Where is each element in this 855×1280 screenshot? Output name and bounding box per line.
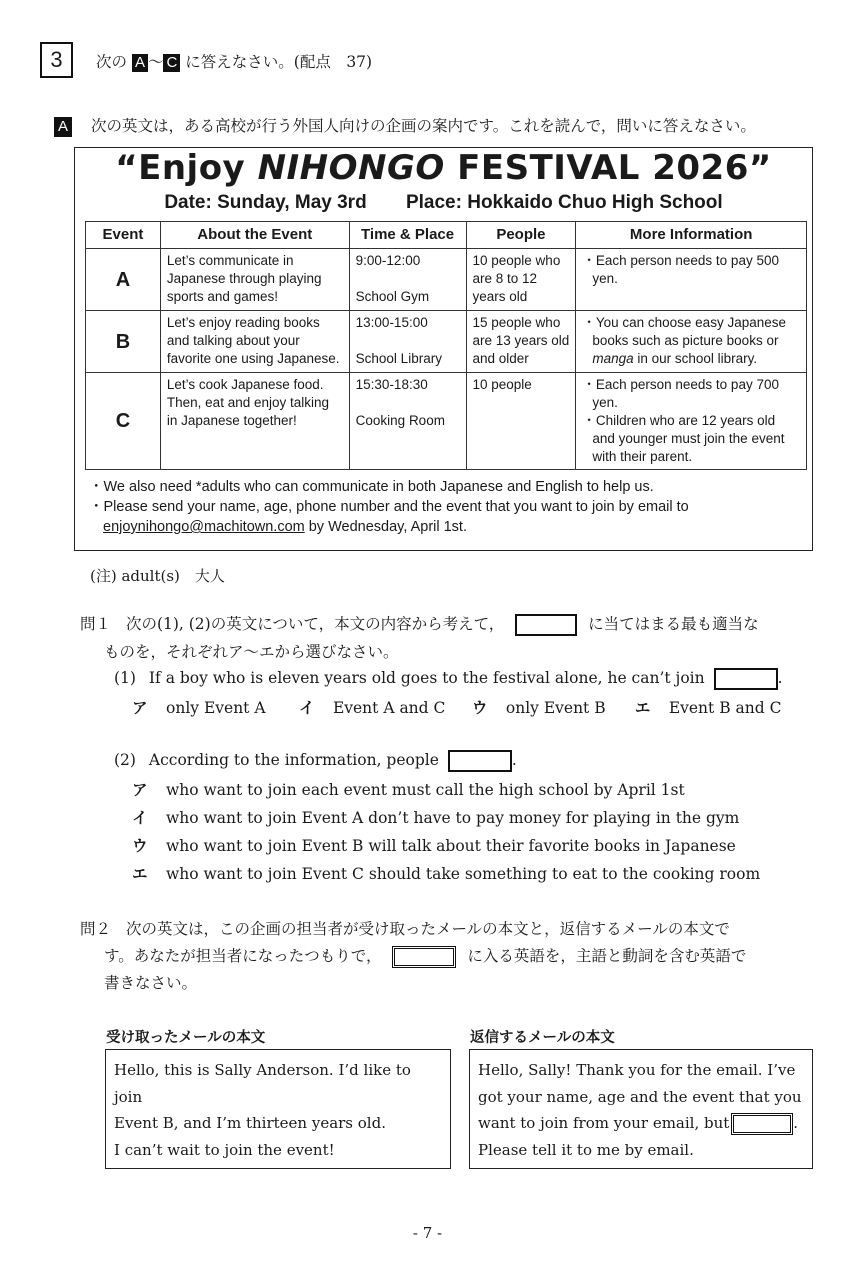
tag-c: C bbox=[163, 54, 180, 72]
received-line: I can’t wait to join the event! bbox=[114, 1140, 335, 1159]
sub1-period: . bbox=[777, 669, 783, 687]
received-line: Event B, and I’m thirteen years old. bbox=[114, 1114, 386, 1132]
event-b-info-pre: ・You can choose easy Japanese books such as picture books or bbox=[582, 315, 786, 348]
event-c-info bbox=[576, 373, 807, 470]
event-b-name: B bbox=[86, 311, 161, 373]
title-post: FESTIVAL 2026” bbox=[444, 148, 772, 188]
header-suffix: に答えなさい。(配点 37) bbox=[185, 53, 373, 71]
table-header-row bbox=[86, 222, 807, 249]
section-a-tag: A bbox=[54, 117, 72, 137]
event-b-info bbox=[576, 311, 807, 373]
reply-line: want to join from your email, but bbox=[478, 1114, 730, 1132]
event-a-about: Let’s communicate in Japanese through playing sports and games! bbox=[160, 249, 349, 311]
choice-e-text: Event B and C bbox=[668, 699, 782, 717]
event-b-people: 15 people who are 13 years old and older bbox=[466, 311, 576, 373]
question-header bbox=[96, 50, 372, 72]
reply-line: Please tell it to me by email. bbox=[478, 1140, 694, 1159]
event-a-time-place bbox=[349, 249, 466, 311]
event-c-name: C bbox=[86, 373, 161, 470]
sub2-choice-i bbox=[132, 806, 739, 828]
sub1-choices bbox=[132, 696, 781, 718]
col-time-place: Time & Place bbox=[349, 222, 466, 249]
reply-line: Hello, Sally! Thank you for the email. I’ve bbox=[478, 1061, 796, 1079]
note-email-line bbox=[89, 517, 689, 537]
note-adults: ・We also need *adults who can communicate in both Japanese and English to help us. bbox=[89, 479, 654, 495]
table-row bbox=[86, 311, 807, 373]
festival-flyer bbox=[74, 147, 813, 551]
section-a-text: 次の英文は，ある高校が行う外国人向けの企画の案内です。これを読んで，問いに答えなさい。 bbox=[90, 117, 756, 135]
page-number: - 7 - bbox=[412, 1224, 443, 1242]
email-link[interactable]: enjoynihongo@machitown.com bbox=[103, 519, 305, 535]
question-number: 3 bbox=[50, 47, 63, 72]
col-about: About the Event bbox=[160, 222, 349, 249]
event-c-info-1: ・Each person needs to pay 700 yen. bbox=[582, 377, 779, 410]
question-number-box bbox=[40, 42, 73, 78]
q1-sub1 bbox=[114, 668, 783, 690]
choice-kana: ア bbox=[132, 781, 148, 799]
choice-text: who want to join each event must call the high school by April 1st bbox=[166, 781, 685, 799]
q2-line3: 書きなさい。 bbox=[104, 974, 198, 992]
sub2-choice-u bbox=[132, 834, 736, 856]
choice-text: who want to join Event C should take something to eat to the cooking room bbox=[166, 865, 761, 883]
header-tilde: ～ bbox=[147, 53, 164, 71]
col-event: Event bbox=[86, 222, 161, 249]
sub2-blank bbox=[448, 750, 512, 772]
q1-label: 問１ bbox=[80, 615, 112, 633]
choice-a-kana: ア bbox=[132, 699, 148, 717]
event-b-about: Let’s enjoy reading books and talking about your favorite one using Japanese. bbox=[160, 311, 349, 373]
flyer-notes bbox=[89, 477, 689, 537]
q2-text-2b: に入る英語を，主語と動詞を含む英語で bbox=[467, 947, 747, 965]
col-more-info: More Information bbox=[576, 222, 807, 249]
event-c-info-2: ・Children who are 12 years old and younger must join the event with their parent. bbox=[582, 413, 785, 464]
choice-u-text: only Event B bbox=[505, 699, 606, 717]
received-mail-title: 受け取ったメールの本文 bbox=[106, 1030, 266, 1046]
q2-line2 bbox=[104, 944, 746, 968]
tag-a: A bbox=[132, 54, 148, 72]
event-c-place: Cooking Room bbox=[355, 413, 445, 428]
event-a-people: 10 people who are 8 to 12 years old bbox=[466, 249, 576, 311]
title-italic: NIHONGO bbox=[257, 148, 445, 188]
section-a-instruction bbox=[54, 114, 756, 137]
q1-line2: ものを，それぞれア～エから選びなさい。 bbox=[104, 643, 399, 661]
choice-u-kana: ウ bbox=[471, 699, 488, 717]
choice-kana: エ bbox=[132, 865, 148, 883]
event-a-name: A bbox=[86, 249, 161, 311]
reply-mail-title: 返信するメールの本文 bbox=[470, 1030, 615, 1046]
choice-kana: イ bbox=[132, 809, 148, 827]
q2-text-1: 次の英文は，この企画の担当者が受け取ったメールの本文と，返信するメールの本文で bbox=[125, 920, 730, 938]
received-mail bbox=[105, 1049, 451, 1169]
event-b-time-place bbox=[349, 311, 466, 373]
choice-i-text: Event A and C bbox=[332, 699, 446, 717]
event-c-people: 10 people bbox=[466, 373, 576, 470]
choice-text: who want to join Event A don’t have to pay money for playing in the gym bbox=[166, 809, 740, 827]
event-b-time: 13:00-15:00 bbox=[355, 315, 428, 330]
sub1-num: (1) bbox=[114, 669, 136, 687]
sub2-choice-e bbox=[132, 862, 760, 884]
event-b-place: School Library bbox=[355, 351, 442, 366]
reply-mail bbox=[469, 1049, 813, 1169]
event-a-info bbox=[576, 249, 807, 311]
reply-line: got your name, age and the event that you bbox=[478, 1087, 802, 1106]
sub2-text: According to the information, people bbox=[148, 751, 439, 769]
event-b-info-1 bbox=[582, 314, 800, 368]
event-c-time-place bbox=[349, 373, 466, 470]
note-send: ・Please send your name, age, phone number and the event that you want to join by email to bbox=[89, 499, 689, 515]
header-prefix: 次の bbox=[96, 53, 128, 71]
choice-text: who want to join Event B will talk about their favorite books in Japanese bbox=[166, 837, 736, 855]
answer-blank bbox=[515, 614, 577, 636]
q2-line1 bbox=[80, 917, 730, 939]
q1-sub2 bbox=[114, 750, 517, 772]
q2-blank bbox=[392, 946, 456, 968]
event-c-time: 15:30-18:30 bbox=[355, 377, 428, 392]
sub2-num: (2) bbox=[114, 751, 136, 769]
q1-text-b: に当てはまる最も適当な bbox=[588, 615, 759, 633]
event-c-about: Let’s cook Japanese food. Then, eat and enjoy talking in Japanese together! bbox=[160, 373, 349, 470]
flyer-date-place bbox=[75, 192, 812, 214]
sub1-text: If a boy who is eleven years old goes to the festival alone, he can’t join bbox=[148, 669, 705, 687]
footnote: (注) adult(s) 大人 bbox=[90, 567, 225, 585]
sub2-choice-a bbox=[132, 778, 685, 800]
reply-line-blank bbox=[478, 1110, 804, 1137]
choice-kana: ウ bbox=[132, 837, 148, 855]
q2-text-2a: す。あなたが担当者になったつもりで， bbox=[104, 947, 382, 965]
reply-period: . bbox=[793, 1114, 799, 1132]
event-a-time: 9:00-12:00 bbox=[355, 253, 421, 268]
event-table bbox=[85, 221, 807, 470]
q1-text-a: 次の(1), (2)の英文について，本文の内容から考えて， bbox=[125, 615, 505, 633]
event-b-info-post: in our school library. bbox=[633, 351, 758, 366]
received-line: Hello, this is Sally Anderson. I’d like to join bbox=[114, 1061, 411, 1106]
event-a-info-1: ・Each person needs to pay 500 yen. bbox=[582, 253, 779, 286]
table-row bbox=[86, 249, 807, 311]
choice-e-kana: エ bbox=[634, 699, 651, 717]
sub1-blank bbox=[714, 668, 778, 690]
flyer-place: Place: Hokkaido Chuo High School bbox=[405, 192, 723, 213]
title-pre: “Enjoy bbox=[115, 148, 258, 188]
sub2-period: . bbox=[511, 751, 517, 769]
choice-a-text: only Event A bbox=[166, 699, 266, 717]
col-people: People bbox=[466, 222, 576, 249]
reply-blank bbox=[731, 1113, 793, 1135]
q1-line1 bbox=[80, 612, 759, 636]
choice-i-kana: イ bbox=[298, 699, 315, 717]
note-deadline: by Wednesday, April 1st. bbox=[304, 519, 467, 535]
flyer-title bbox=[75, 148, 812, 188]
flyer-date: Date: Sunday, May 3rd bbox=[164, 192, 367, 213]
event-b-info-italic: manga bbox=[592, 351, 634, 366]
table-row bbox=[86, 373, 807, 470]
event-a-place: School Gym bbox=[355, 289, 430, 304]
q2-label: 問２ bbox=[80, 920, 112, 938]
